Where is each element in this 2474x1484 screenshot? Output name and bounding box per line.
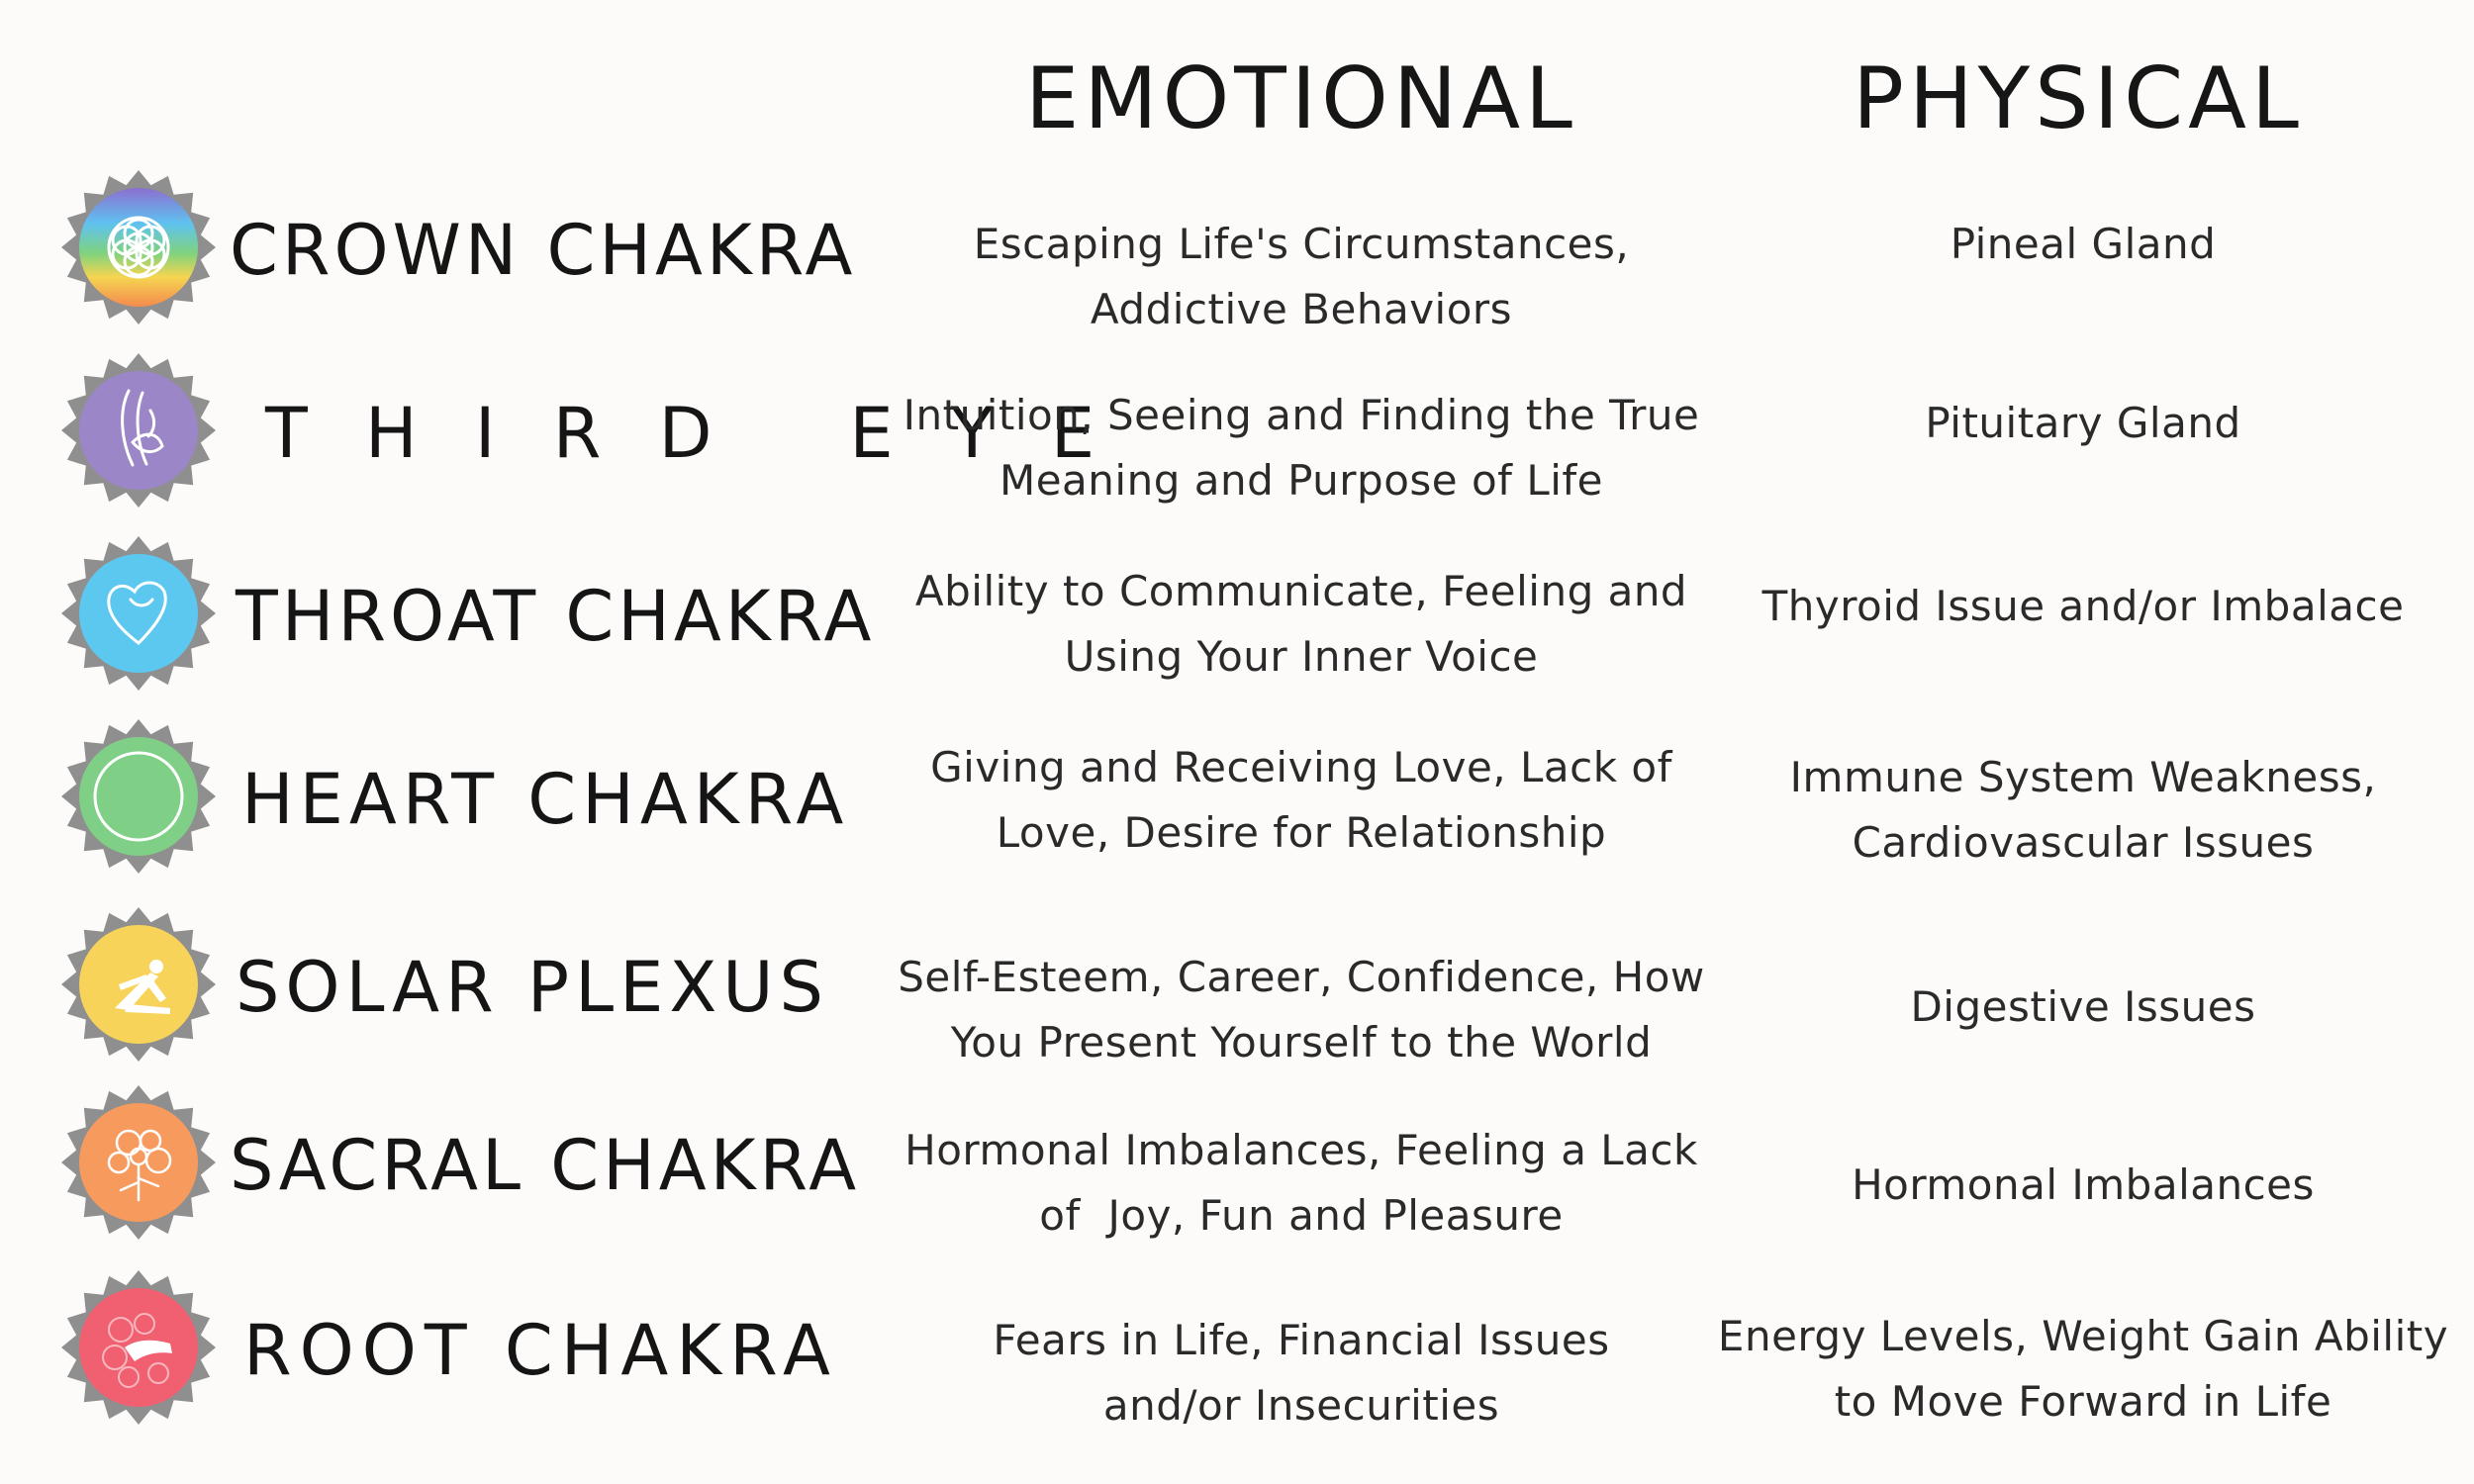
emotional-line: Giving and Receiving Love, Lack of xyxy=(930,743,1672,791)
chakra-name: T H I R D E Y E xyxy=(265,393,1113,474)
heart-chakra-icon xyxy=(59,717,218,876)
emotional-cell xyxy=(891,212,1712,342)
emotional-cell xyxy=(891,945,1712,1075)
emotional-cell xyxy=(891,1118,1712,1249)
physical-column-header: PHYSICAL xyxy=(1853,49,2304,148)
emotional-line: Self-Esteem, Career, Confidence, How xyxy=(898,953,1705,1001)
emotional-column-header: EMOTIONAL xyxy=(1025,49,1577,148)
emotional-line: Using Your Inner Voice xyxy=(1064,632,1539,681)
chakra-name: HEART CHAKRA xyxy=(241,759,850,840)
emotional-line: Ability to Communicate, Feeling and xyxy=(914,567,1688,615)
physical-cell xyxy=(1712,574,2454,639)
physical-cell xyxy=(1712,391,2454,456)
sacral-chakra-icon xyxy=(59,1083,218,1242)
chakra-name: ROOT CHAKRA xyxy=(243,1310,838,1391)
physical-cell xyxy=(1712,212,2454,277)
physical-cell xyxy=(1712,1304,2454,1435)
throat-chakra-icon xyxy=(59,534,218,693)
physical-line: Energy Levels, Weight Gain Ability xyxy=(1717,1312,2449,1360)
physical-cell xyxy=(1712,974,2454,1040)
physical-line: Immune System Weakness, xyxy=(1789,753,2377,801)
physical-cell xyxy=(1712,1153,2454,1218)
chakra-name: CROWN CHAKRA xyxy=(230,210,857,291)
chakra-row-sacral xyxy=(0,1083,2474,1261)
chakra-row-third-eye xyxy=(0,351,2474,529)
physical-line: to Move Forward in Life xyxy=(1834,1377,2332,1426)
physical-line: Hormonal Imbalances xyxy=(1852,1160,2315,1209)
emotional-cell xyxy=(891,1308,1712,1438)
emotional-cell xyxy=(891,559,1712,690)
emotional-line: Fears in Life, Financial Issues xyxy=(993,1316,1610,1364)
emotional-line: Love, Desire for Relationship xyxy=(996,808,1607,857)
chakra-name: SACRAL CHAKRA xyxy=(230,1125,861,1206)
crown-chakra-icon xyxy=(59,168,218,326)
emotional-line: Hormonal Imbalances, Feeling a Lack xyxy=(904,1126,1698,1174)
emotional-line: Intuition, Seeing and Finding the True xyxy=(903,391,1700,439)
chakra-name: THROAT CHAKRA xyxy=(236,576,876,657)
physical-line: Pineal Gland xyxy=(1950,220,2217,268)
emotional-cell xyxy=(891,735,1712,866)
physical-cell xyxy=(1712,745,2454,876)
emotional-line: of Joy, Fun and Pleasure xyxy=(1039,1191,1564,1240)
emotional-line: Meaning and Purpose of Life xyxy=(999,456,1604,505)
chakra-row-throat xyxy=(0,534,2474,712)
emotional-cell xyxy=(891,383,1712,513)
physical-line: Thyroid Issue and/or Imbalace xyxy=(1761,582,2405,630)
emotional-line: You Present Yourself to the World xyxy=(950,1018,1653,1067)
chakra-row-root xyxy=(0,1268,2474,1446)
physical-line: Digestive Issues xyxy=(1910,982,2256,1031)
emotional-line: Addictive Behaviors xyxy=(1090,285,1513,333)
solar-plexus-chakra-icon xyxy=(59,905,218,1064)
root-chakra-icon xyxy=(59,1268,218,1427)
physical-line: Cardiovascular Issues xyxy=(1852,818,2315,867)
third-eye-chakra-icon xyxy=(59,351,218,510)
chakra-row-crown xyxy=(0,168,2474,346)
emotional-line: Escaping Life's Circumstances, xyxy=(973,220,1630,268)
chakra-name: SOLAR PLEXUS xyxy=(236,947,829,1028)
chakra-row-heart xyxy=(0,717,2474,895)
physical-line: Pituitary Gland xyxy=(1925,399,2241,447)
chakra-row-solar-plexus xyxy=(0,905,2474,1083)
emotional-line: and/or Insecurities xyxy=(1102,1381,1500,1430)
